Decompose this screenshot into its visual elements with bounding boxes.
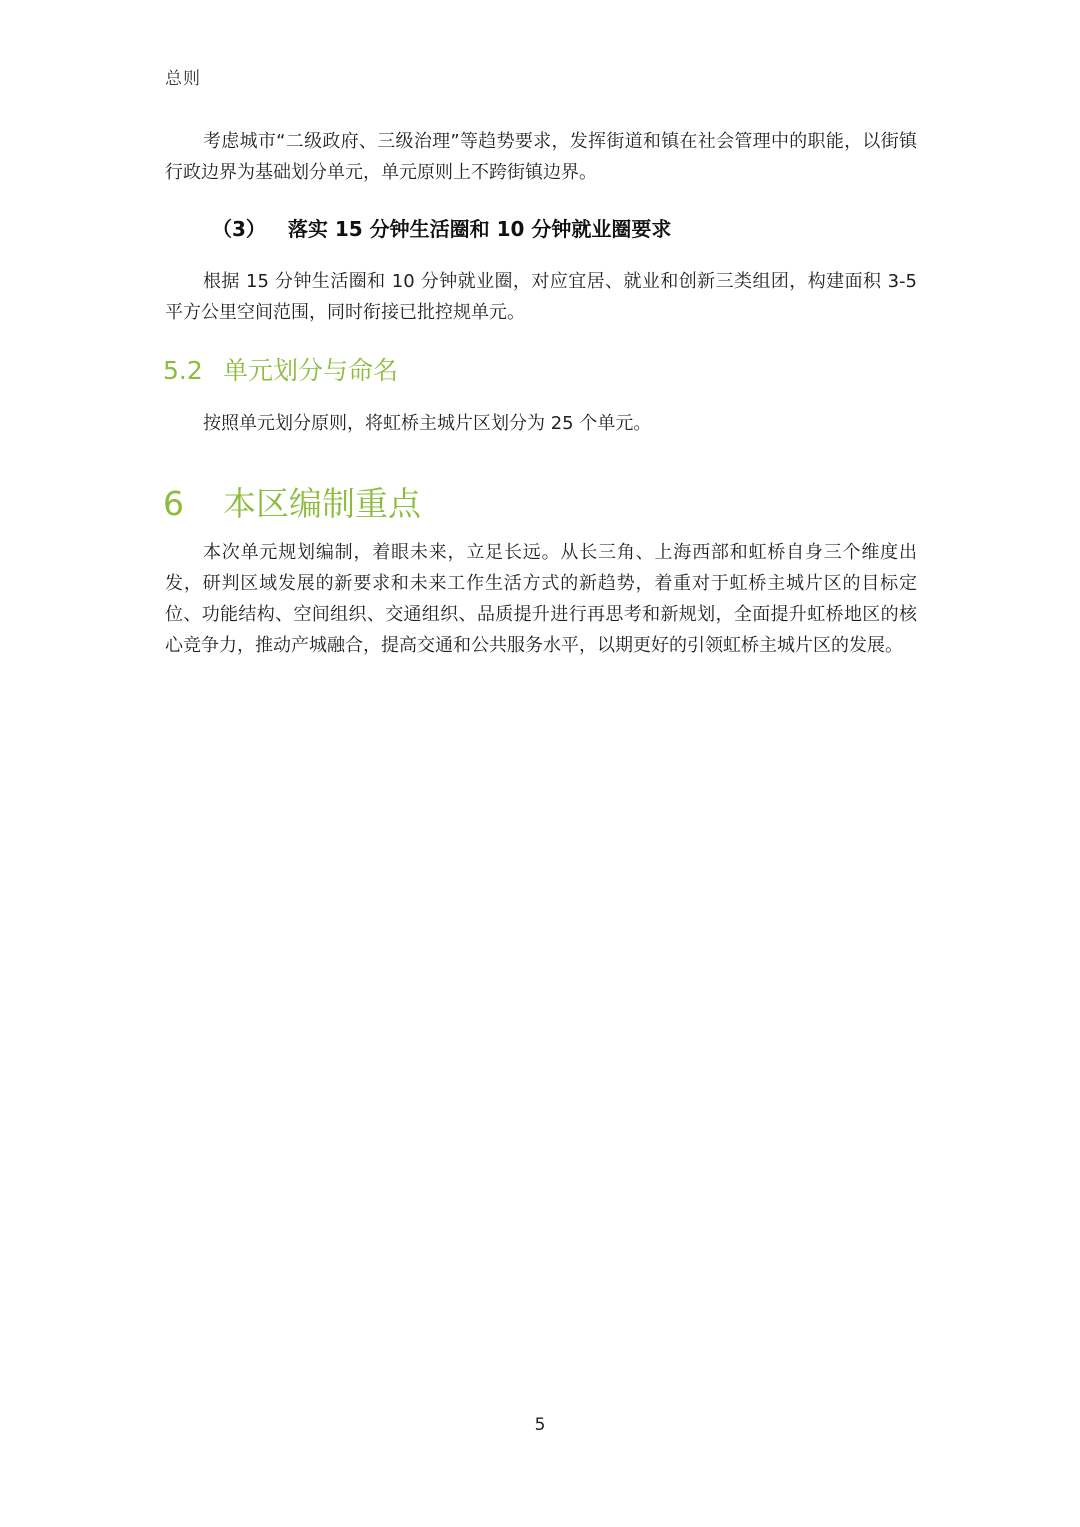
section-title: 单元划分与命名 [223,356,399,385]
page-number: 5 [534,1415,546,1435]
section-heading-6 [163,478,421,525]
running-header: 总则 [165,69,201,89]
section-heading-5-2 [163,351,398,387]
subheading-title: 落实 15 分钟生活圈和 10 分钟就业圈要求 [287,217,672,241]
paragraph-unit-boundary: 考虑城市“二级政府、三级治理”等趋势要求，发挥街道和镇在社会管理中的职能，以街镇行政边界为基础划分单元，单元原则上不跨街镇边界。 [165,131,917,183]
section-number: 6 [163,484,184,523]
section-number: 5.2 [163,356,203,385]
section-title: 本区编制重点 [223,484,421,523]
paragraph-living-circle: 根据 15 分钟生活圈和 10 分钟就业圈，对应宜居、就业和创新三类组团，构建面积 3-5 平方公里空间范围，同时衔接已批控规单元。 [165,271,917,323]
paragraph-unit-division: 按照单元划分原则，将虹桥主城片区划分为 25 个单元。 [203,413,652,434]
paragraph-planning-focus: 本次单元规划编制，着眼未来，立足长远。从长三角、上海西部和虹桥自身三个维度出发，研判区域发展的新要求和未来工作生活方式的新趋势，着重对于虹桥主城片区的目标定位、功能结构、空间组织、交通组织、品质提升进行再思考和新规划，全面提升虹桥地区的核心竞争力，推动产城融合，提高交通和公共服务水平，以期更好的引领虹桥主城片区的发展。 [165,542,917,656]
subheading-number: （3） [212,217,266,241]
subheading-3 [212,213,671,242]
